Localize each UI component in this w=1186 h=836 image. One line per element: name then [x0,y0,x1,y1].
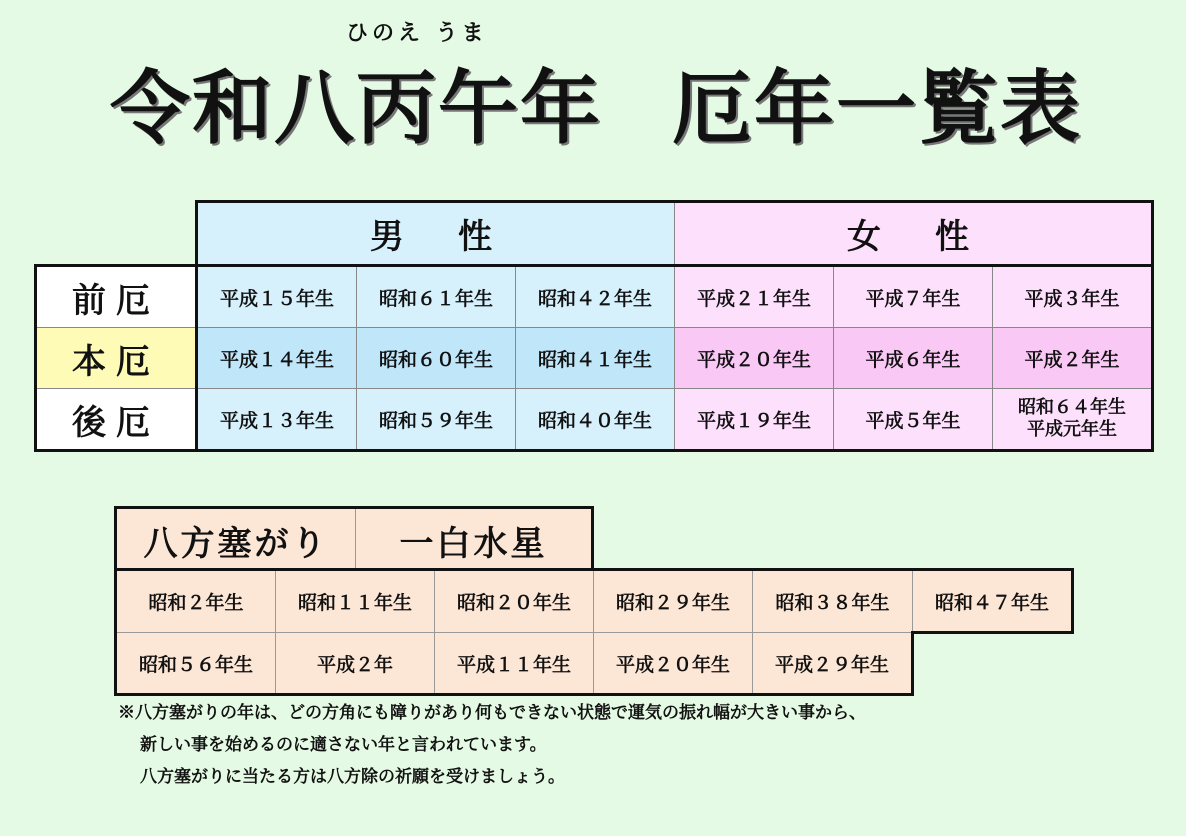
table-cell: 平成６年生 [834,328,993,389]
empty-cell [913,633,1073,695]
title-ruby: ひのえ うま [346,20,488,46]
cell-line: 平成元年生 [1027,419,1117,440]
happou-star: 一白水星 [356,508,593,573]
table-cell: 平成５年生 [834,389,993,451]
table-cell: 平成２０年生 [675,328,834,389]
table-cell: 昭和５９年生 [357,389,516,451]
year-cell: 昭和４７年生 [913,570,1073,633]
table-cell: 平成１５年生 [197,266,357,328]
yakudoshi-table [34,200,1154,452]
table-cell: 平成２１年生 [675,266,834,328]
year-cell: 平成２９年生 [753,633,913,695]
year-cell: 昭和３８年生 [753,570,913,633]
row-label-maeyaku: 前厄 [36,266,197,328]
table-cell: 平成２年生 [993,328,1153,389]
year-cell: 平成２年 [276,633,435,695]
table-cell: 昭和６１年生 [357,266,516,328]
note-line: 八方塞がりに当たる方は八方除の祈願を受けましょう。 [140,767,565,787]
year-cell: 昭和２９年生 [594,570,753,633]
row-label-atoyaku: 後厄 [36,389,197,451]
year-cell: 昭和２０年生 [435,570,594,633]
page-title [110,44,1082,159]
table-cell: 平成７年生 [834,266,993,328]
table-cell: 平成１４年生 [197,328,357,389]
male-header: 男 性 [197,202,675,266]
table-cell [993,389,1153,451]
corner-cell [36,202,197,266]
note-line: ※八方塞がりの年は、どの方角にも障りがあり何もできない状態で運気の振れ幅が大きい事から、 [118,703,866,723]
year-cell: 昭和５６年生 [116,633,276,695]
table-cell: 昭和６０年生 [357,328,516,389]
title-main: 令和八丙午年 [110,61,602,155]
table-cell: 昭和４０年生 [516,389,675,451]
year-cell: 平成１１年生 [435,633,594,695]
table-cell: 平成３年生 [993,266,1153,328]
cell-line: 昭和６４年生 [1018,397,1126,418]
year-cell: 平成２０年生 [594,633,753,695]
title-sub: 厄年一覧表 [672,61,1082,155]
table-cell: 昭和４１年生 [516,328,675,389]
table-cell: 平成１９年生 [675,389,834,451]
table-cell: 昭和４２年生 [516,266,675,328]
year-cell: 昭和２年生 [116,570,276,633]
happou-header [114,506,594,574]
happou-years-table [114,568,1074,696]
happou-label: 八方塞がり [116,508,356,573]
year-cell: 昭和１１年生 [276,570,435,633]
note-line: 新しい事を始めるのに適さない年と言われています。 [140,735,547,755]
female-header: 女 性 [675,202,1153,266]
row-label-honyaku: 本厄 [36,328,197,389]
table-cell: 平成１３年生 [197,389,357,451]
